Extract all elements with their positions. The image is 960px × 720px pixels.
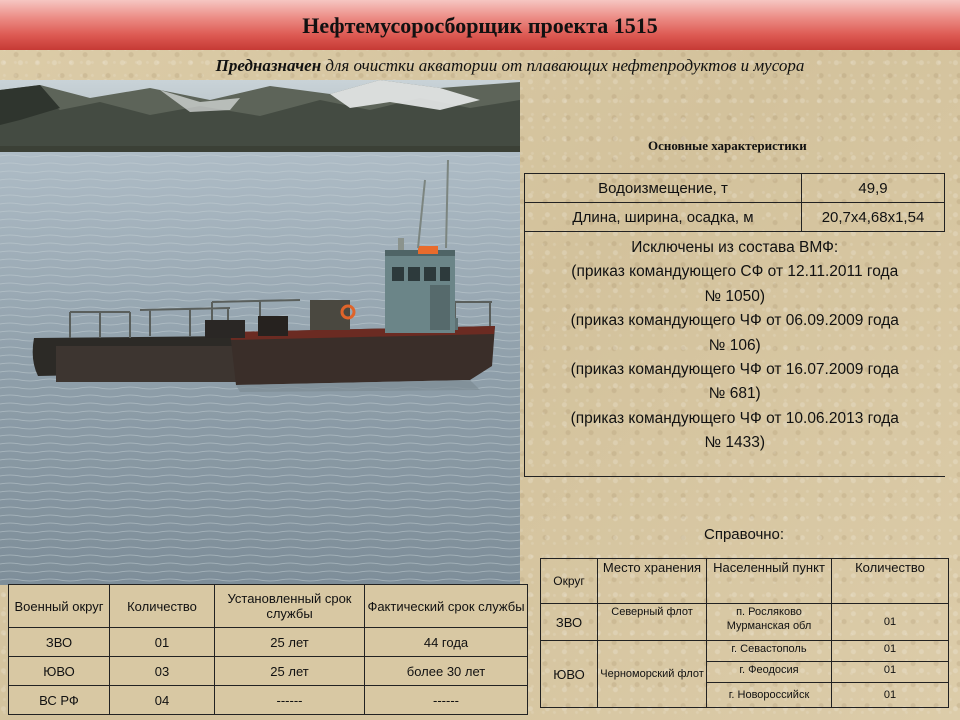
subtitle-rest: для очистки акватории от плавающих нефтепродуктов и мусора <box>321 56 805 75</box>
army-header-row <box>9 585 528 628</box>
header-place: Населенный пункт <box>707 559 832 604</box>
excluded-line: № 1433) <box>704 434 766 452</box>
header-qty: Количество <box>110 585 215 628</box>
place-cell: г. Феодосия <box>707 662 832 683</box>
header-actual-life: Фактический срок службы <box>365 585 528 628</box>
spec-row-displacement <box>525 174 945 203</box>
spec-value: 20,7х4,68х1,54 <box>802 203 945 232</box>
page-title: Нефтемусоросборщик проекта 1515 <box>302 13 658 38</box>
district-cell: ВС РФ <box>9 686 110 715</box>
characteristics-heading: Основные характеристики <box>648 138 807 153</box>
qty-cell: 01 <box>832 641 949 662</box>
district-cell: ЗВО <box>541 604 598 641</box>
excluded-line: (приказ командующего ЧФ от 10.06.2013 года <box>570 409 899 427</box>
subtitle-bold: Предназначен <box>215 56 322 75</box>
army-row-total <box>9 686 528 715</box>
district-cell: ЮВО <box>541 641 598 708</box>
district-cell: ЮВО <box>9 657 110 686</box>
storage-cell: Северный флот <box>598 604 707 641</box>
spec-value: 49,9 <box>802 174 945 203</box>
qty-cell: 01 <box>832 662 949 683</box>
excluded-line: № 106) <box>708 336 761 354</box>
army-row-zvo <box>9 628 528 657</box>
excluded-title: Исключены из состава ВМФ: <box>631 239 839 256</box>
district-cell: ЗВО <box>9 628 110 657</box>
place-cell: г. Севастополь <box>707 641 832 662</box>
excluded-line: № 1050) <box>704 287 766 305</box>
characteristics-table <box>524 173 945 477</box>
excluded-cell <box>525 232 945 477</box>
actual-life-cell: ------ <box>365 686 528 715</box>
qty-cell: 01 <box>832 683 949 708</box>
header-set-life: Установленный срок службы <box>215 585 365 628</box>
set-life-cell: 25 лет <box>215 657 365 686</box>
qty-cell: 01 <box>110 628 215 657</box>
reference-row-zvo <box>541 604 949 641</box>
reference-table <box>540 558 949 708</box>
qty-cell: 04 <box>110 686 215 715</box>
header-district: Военный округ <box>9 585 110 628</box>
excluded-line: № 681) <box>708 385 761 403</box>
actual-life-cell: 44 года <box>365 628 528 657</box>
army-row-yuvo <box>9 657 528 686</box>
vessel-photo <box>0 80 520 585</box>
excluded-line: (приказ командующего ЧФ от 16.07.2009 года <box>570 361 899 379</box>
excluded-line: (приказ командующего СФ от 12.11.2011 года <box>571 263 899 281</box>
spec-label: Водоизмещение, т <box>525 174 802 203</box>
reference-label: Справочно: <box>704 526 785 543</box>
page-subtitle <box>0 56 960 76</box>
qty-cell: 01 <box>832 604 949 641</box>
qty-cell: 03 <box>110 657 215 686</box>
spec-row-dimensions <box>525 203 945 232</box>
header-qty: Количество <box>832 559 949 604</box>
actual-life-cell: более 30 лет <box>365 657 528 686</box>
header-district: Округ <box>541 559 598 604</box>
place-cell: п. Росляково Мурманская обл <box>707 604 832 641</box>
set-life-cell: ------ <box>215 686 365 715</box>
excluded-line: (приказ командующего ЧФ от 06.09.2009 года <box>570 312 899 330</box>
set-life-cell: 25 лет <box>215 628 365 657</box>
header-storage: Место хранения <box>598 559 707 604</box>
reference-header-row <box>541 559 949 604</box>
spec-label: Длина, ширина, осадка, м <box>525 203 802 232</box>
army-table <box>8 584 528 715</box>
spec-row-excluded <box>525 232 945 477</box>
storage-cell: Черноморский флот <box>598 641 707 708</box>
place-cell: г. Новороссийск <box>707 683 832 708</box>
reference-row-yuvo-1 <box>541 641 949 662</box>
